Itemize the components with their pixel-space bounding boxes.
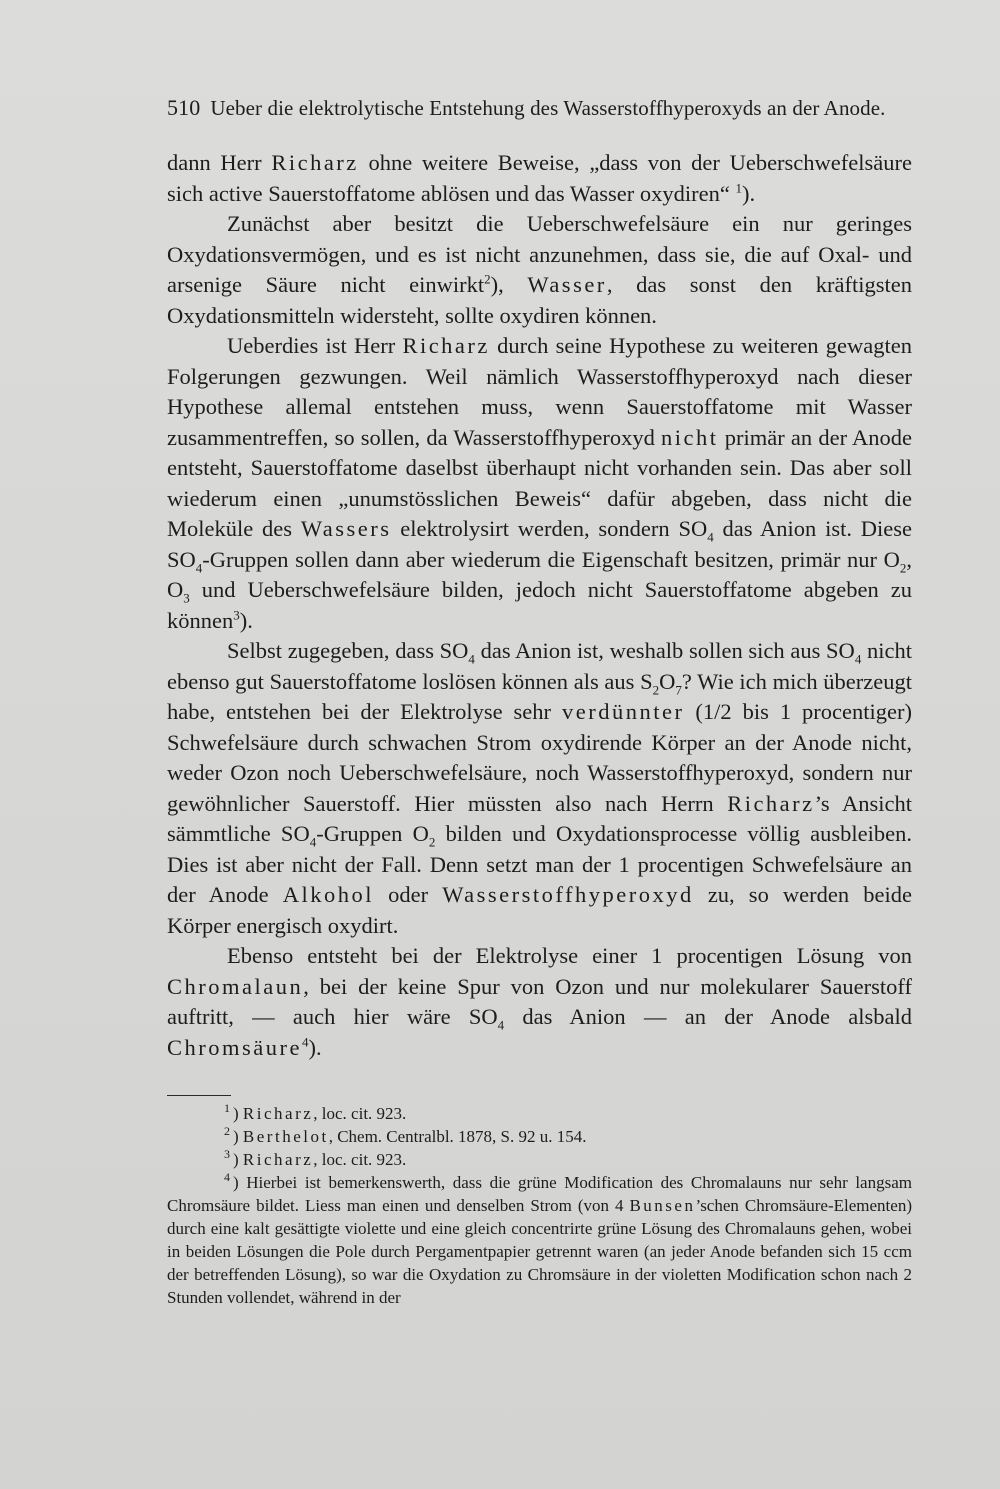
text: primär an der Anode entsteht, Sauerstoffatome daselbst überhaupt nicht vorhanden sein. Das aber soll wiederum einen „unumstösslichen Beweis“ dafür abgeben, dass nicht die Moleküle des — [167, 424, 913, 541]
body-text — [167, 148, 912, 1063]
emphasis: nicht — [661, 424, 719, 450]
subscript: 2 — [652, 682, 660, 697]
text: -Gruppen sollen dann aber wiederum die Eigenschaft besitzen, primär nur O — [202, 546, 900, 572]
author-name: Richarz — [271, 150, 359, 175]
subscript: 7 — [675, 682, 682, 697]
text: , loc. cit. 923. — [313, 1104, 407, 1123]
author-name: Richarz — [402, 333, 490, 358]
page-header — [167, 95, 912, 121]
paragraph-3 — [167, 331, 912, 636]
text: ohne weitere Beweise, „dass von der Ueberschwefelsäure sich active Sauerstoffatome ablösen und das Wasser oxydiren“ — [167, 150, 912, 206]
emphasis: Wassers — [300, 516, 392, 541]
paragraph-5 — [167, 941, 912, 1063]
text: oder — [373, 882, 443, 907]
text: das Anion ist, weshalb sollen sich aus SO — [474, 638, 855, 663]
text: ’s Ansicht sämmtliche SO — [167, 790, 913, 846]
text: dann Herr — [167, 150, 272, 175]
text: , bei der keine Spur von Ozon und nur molekularer Sauerstoff auftritt, — auch hier wäre SO — [167, 973, 912, 1029]
text: , loc. cit. 923. — [313, 1150, 407, 1169]
footnote-3: $^3$ ) Richarz, loc. cit. 923. — [224, 1147, 407, 1169]
subscript: 4 — [707, 529, 714, 545]
emphasis: Wasserstoffhyperoxyd — [442, 882, 694, 907]
subscript: 4 — [497, 1017, 505, 1033]
paragraph-1 — [167, 148, 912, 209]
emphasis: Alkohol — [282, 882, 374, 907]
text: nicht ebenso gut Sauerstoffatome loslösen können als aus S — [167, 638, 912, 694]
text: O — [659, 668, 676, 694]
fraction: 1/2 — [702, 699, 732, 724]
text: durch seine Hypothese zu weiteren gewagten Folgerungen gezwungen. Weil nämlich Wasserstoffhyperoxyd nach dieser Hypothese allemal entstehen muss, wenn Sauerstoffatome mit Wasser zusammentreffen, so sollen, da Wasserstoffhyperoxyd — [167, 333, 912, 450]
text: bis 1 procentiger) Schwefelsäure durch schwachen Strom oxydirende Körper an der Anode nicht, weder Ozon noch Ueberschwefelsäure, noch Wasserstoffhyperoxyd, sondern nur gewöhnlicher Sauerstoff. Hier müssten also nach Herrn — [167, 699, 912, 816]
footnote-ref: 3 — [233, 607, 240, 622]
paragraph-4 — [167, 636, 912, 941]
footnote-4: $^4$ ) Hierbei ist bemerkenswerth, dass die grüne Modification des Chromalauns nur sehr langsam Chromsäure bildet. Liess man einen und denselben Strom (von 4 Bunsen’schen Chromsäure-Elementen) durch eine kalt gesättigte violette und eine gleich concentrirte grüne Lösung des Chromalauns gehen, wobei in beiden Lösungen die Pole durch Pergamentpapier getrennt waren (an jeder Anode befanden sich 15 ccm der betreffenden Lösung), so war die Oxydation zu Chromsäure in der violetten Modification schon nach 2 Stunden vollendet, während in der — [167, 1170, 912, 1307]
subscript: 4 — [309, 834, 317, 850]
footnote-ref: 2 — [484, 271, 491, 287]
subscript: 4 — [195, 560, 203, 575]
text: Selbst zugegeben, dass SO — [227, 638, 469, 663]
text: bilden und Oxydationsprocesse völlig ausbleiben. Dies ist aber nicht der Fall. Denn setzt man der 1 procentigen Schwefelsäure an der Anode — [167, 821, 912, 907]
author-name: Richarz — [242, 1150, 314, 1169]
author-name: Bunsen — [629, 1196, 696, 1215]
text: elektrolysirt werden, sondern SO — [391, 516, 708, 541]
text: ). — [741, 180, 756, 206]
text: -Gruppen O — [316, 821, 429, 846]
footnote-mark: 2 — [224, 1124, 230, 1139]
footnote-1: $^1$ ) Richarz, loc. cit. 923. — [224, 1101, 407, 1123]
running-title: Ueber die elektrolytische Entstehung des Wasserstoffhyperoxyds an der Anode. — [210, 96, 886, 120]
footnote-mark: 4 — [224, 1170, 230, 1185]
footnote-mark: 3 — [224, 1147, 230, 1162]
text: ( — [684, 699, 703, 724]
text: ), — [490, 272, 528, 297]
text: ? Wie ich mich überzeugt habe, entstehen bei der Elektrolyse sehr — [167, 668, 912, 724]
text: Ebenso entsteht bei der Elektrolyse einer 1 procentigen Lösung von — [227, 943, 912, 968]
text: und Ueberschwefelsäure bilden, jedoch nicht Sauerstoffatome abgeben zu können — [167, 577, 912, 633]
subscript: 2 — [428, 834, 436, 850]
page-number: 510 — [167, 95, 201, 120]
footnote-mark: 1 — [224, 1101, 230, 1116]
text: ). — [239, 607, 253, 633]
subscript: 4 — [854, 651, 862, 667]
text: , O — [167, 546, 912, 602]
footnote-2: $^2$ ) Berthelot, Chem. Centralbl. 1878, S. 92 u. 154. — [224, 1124, 587, 1146]
paragraph-2 — [167, 209, 912, 331]
text: Ueberdies ist Herr — [227, 333, 403, 358]
author-name: Richarz — [242, 1104, 314, 1123]
text: zu, so werden beide Körper energisch oxydirt. — [167, 882, 912, 938]
text: ’schen Chromsäure-Elementen) durch eine kalt gesättigte violette und eine gleich concentrirte grüne Lösung des Chromalauns gehen, wobei in beiden Lösungen die Pole durch Pergamentpapier getrennt waren (an jeder Anode befanden sich 15 ccm der betreffenden Lösung), so war die Oxydation zu Chromsäure in der violetten Modification schon nach 2 Stunden vollendet, während in der — [167, 1196, 912, 1307]
subscript: 3 — [183, 590, 190, 606]
author-name: Richarz — [727, 790, 815, 816]
footnote-divider — [167, 1095, 231, 1096]
footnote-ref: 4 — [301, 1034, 309, 1049]
footnote-ref: 1 — [735, 180, 742, 195]
subscript: 4 — [468, 651, 475, 667]
text: ). — [308, 1034, 322, 1060]
emphasis: Chromalaun — [167, 973, 304, 999]
text: das Anion ist. Diese SO — [167, 516, 912, 572]
emphasis: Wasser — [527, 272, 607, 297]
author-name: Berthelot — [242, 1127, 329, 1146]
emphasis: verdünnter — [561, 699, 685, 724]
text: , das sonst den kräftigsten Oxydationsmitteln widersteht, sollte oxydiren können. — [167, 272, 912, 328]
text: , Chem. Centralbl. 1878, S. 92 u. 154. — [328, 1127, 587, 1146]
text: Zunächst aber besitzt die Ueberschwefelsäure ein nur geringes Oxydationsvermögen, und es ist nicht anzunehmen, dass sie, die auf Oxal- und arsenige Säure nicht einwirkt — [167, 211, 912, 297]
text: das Anion — an der Anode alsbald — [504, 1004, 912, 1029]
text: Hierbei ist bemerkenswerth, dass die grüne Modification des Chromalauns nur sehr langsam Chromsäure bildet. Liess man einen und denselben Strom (von 4 — [167, 1173, 912, 1215]
emphasis: Chromsäure — [167, 1034, 302, 1060]
footnotes — [167, 1102, 912, 1309]
subscript: 2 — [899, 560, 907, 575]
